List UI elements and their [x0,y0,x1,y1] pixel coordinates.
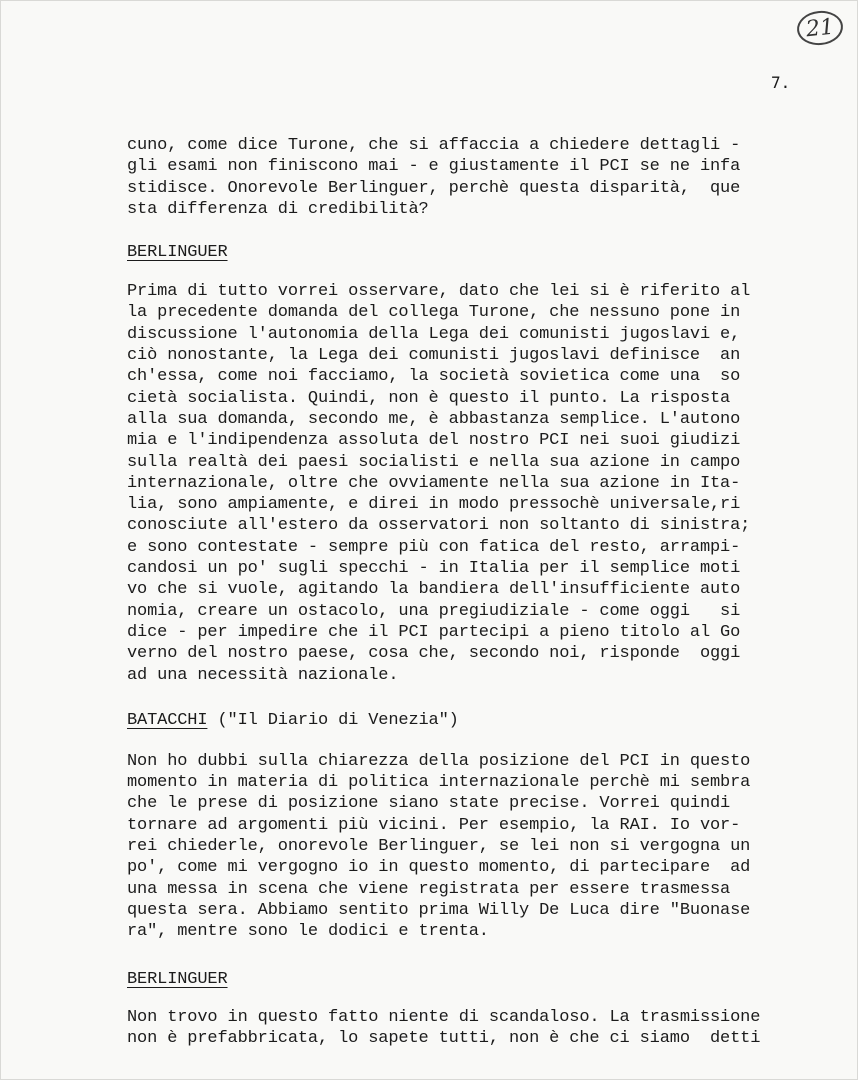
speaker-heading [127,242,817,263]
text-line: ch'essa, come noi facciamo, la società sovietica come una so [127,367,741,387]
text-line: sta differenza di credibilità? [127,199,429,219]
speaker-heading [127,710,817,731]
page-stamp: 21 [795,9,844,48]
text-line: non è prefabbricata, lo sapete tutti, non è che ci siamo detti [127,1028,761,1048]
speaker-source: ("Il Diario di Venezia") [207,710,459,730]
transcript-paragraph [127,751,817,943]
text-line: cuno, come dice Turone, che si affaccia a chiedere dettagli - [127,136,741,155]
transcript-paragraph [127,135,817,220]
text-line: gli esami non finiscono mai - e giustamente il PCI se ne infa [127,157,741,177]
text-line: candosi un po' sugli specchi - in Italia per il semplice moti [127,559,741,579]
text-line: tornare ad argomenti più vicini. Per esempio, la RAI. Io vor- [127,815,741,835]
speaker-name: BATACCHI [127,710,208,730]
text-line: cietà socialista. Quindi, non è questo il punto. La risposta [127,388,731,408]
speaker-name: BERLINGUER [127,243,228,263]
text-line: Non ho dubbi sulla chiarezza della posizione del PCI in questo [127,751,751,771]
text-line: rei chiederle, onorevole Berlinguer, se lei non si vergogna un [127,837,751,857]
text-line: vo che si vuole, agitando la bandiera dell'insufficiente auto [127,580,741,600]
text-line: alla sua domanda, secondo me, è abbastanza semplice. L'autono [127,409,741,429]
text-line: sulla realtà dei paesi socialisti e nella sua azione in campo [127,452,741,472]
text-line: la precedente domanda del collega Turone, che nessuno pone in [127,303,741,323]
page-number: 7. [771,73,791,92]
text-line: po', come mi vergogno io in questo momento, di partecipare ad [127,858,751,878]
text-line: questa sera. Abbiamo sentito prima Willy De Luca dire "Buonase [127,900,751,920]
speaker-heading [127,969,817,990]
text-line: conosciute all'estero da osservatori non soltanto di sinistra; [127,516,751,536]
text-line: Prima di tutto vorrei osservare, dato che lei si è riferito al [127,282,751,302]
block-spacer [127,943,817,969]
text-line: internazionale, oltre che ovviamente nella sua azione in Ita- [127,473,741,493]
block-spacer [127,990,817,1007]
transcript-paragraph [127,1007,817,1050]
text-line: dice - per impedire che il PCI partecipi a pieno titolo al Go [127,622,741,642]
block-spacer [127,263,817,281]
text-line: discussione l'autonomia della Lega dei comunisti jugoslavi e, [127,324,741,344]
text-line: momento in materia di politica internazionale perchè mi sembra [127,773,751,793]
text-line: verno del nostro paese, cosa che, secondo noi, risponde oggi [127,644,741,664]
speaker-name: BERLINGUER [127,969,228,989]
block-spacer [127,731,817,751]
text-line: stidisce. Onorevole Berlinguer, perchè questa disparità, que [127,178,741,198]
text-line: nomia, creare un ostacolo, una pregiudiziale - come oggi si [127,601,741,621]
text-line: mia e l'indipendenza assoluta del nostro PCI nei suoi giudizi [127,431,741,451]
text-line: lia, sono ampiamente, e direi in modo pressochè universale,ri [127,495,741,515]
text-line: e sono contestate - sempre più con fatica del resto, arrampi- [127,537,741,557]
text-line: ad una necessità nazionale. [127,665,399,685]
text-line: che le prese di posizione siano state precise. Vorrei quindi [127,794,731,814]
text-line: ciò nonostante, la Lega dei comunisti jugoslavi definisce an [127,346,741,366]
block-spacer [127,220,817,242]
text-line: ra", mentre sono le dodici e trenta. [127,922,489,942]
transcript-body [127,135,817,1049]
block-spacer [127,686,817,710]
text-line: Non trovo in questo fatto niente di scandaloso. La trasmissione [127,1007,761,1027]
text-line: una messa in scena che viene registrata per essere trasmessa [127,879,731,899]
transcript-paragraph [127,281,817,686]
